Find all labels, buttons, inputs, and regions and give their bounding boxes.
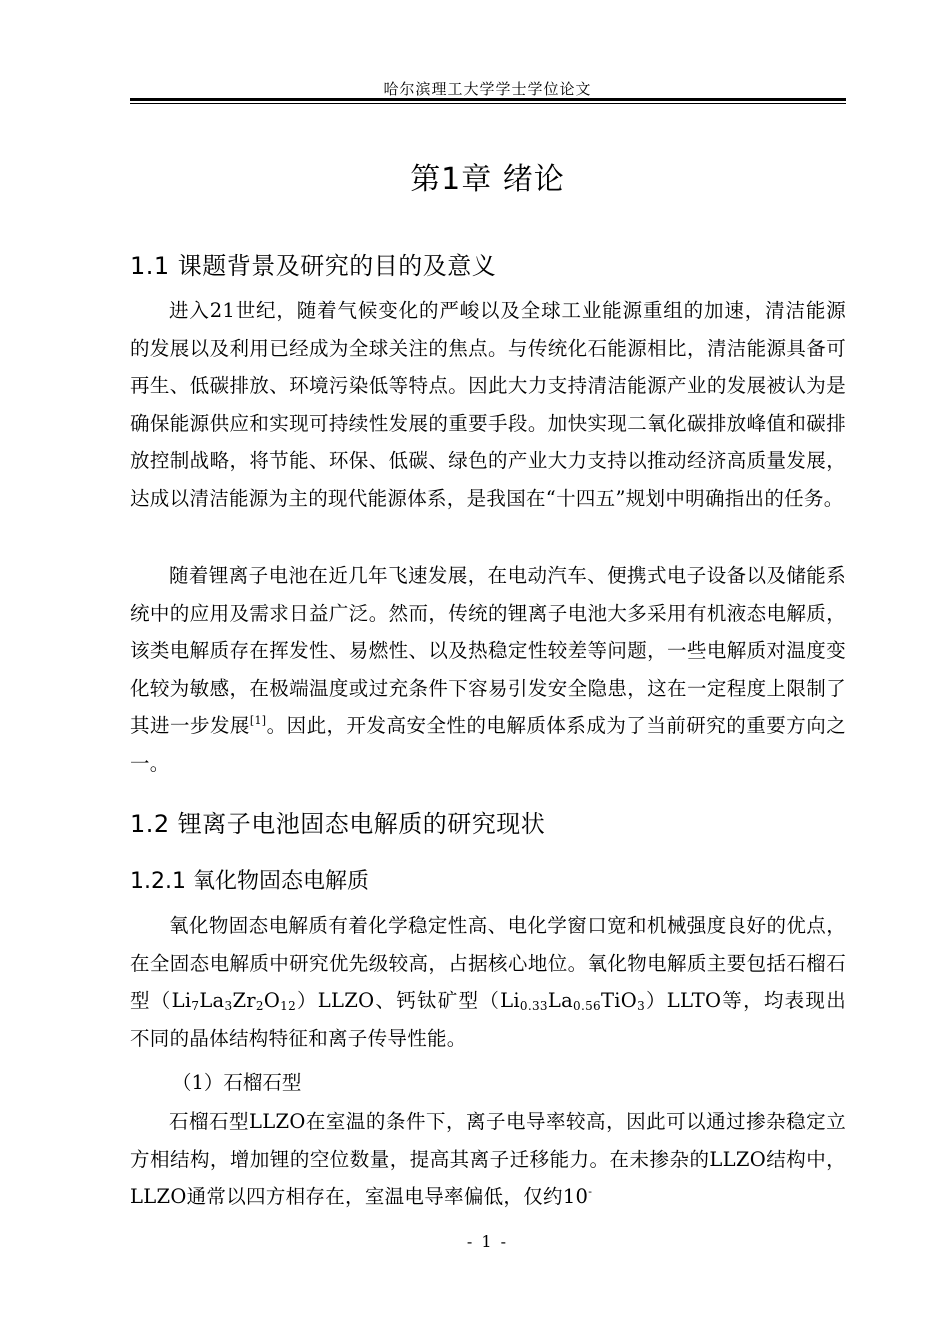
paragraph-lithium-battery xyxy=(130,557,846,782)
header-rule-thin xyxy=(130,103,846,104)
section-heading-1-1: 1.1 课题背景及研究的目的及意义 xyxy=(130,252,497,280)
paragraph-text: 随着锂离子电池在近几年飞速发展，在电动汽车、便携式电子设备以及储能系统中的应用及需求日益广泛。然而，传统的锂离子电池大多采用有机液态电解质，该类电解质存在挥发性、易燃性、以及热稳定性较差等问题，一些电解质对温度变化较为敏感，在极端温度或过充条件下容易引发安全隐患，这在一定程度上限制了其进一步发展 xyxy=(130,564,846,737)
paragraph-text: ）LLZO、钙钛矿型（ xyxy=(296,989,501,1012)
citation: [1] xyxy=(249,714,267,727)
paragraph-garnet xyxy=(130,1103,846,1216)
llzo-formula: $Li_7La_3Zr_2O_{12}$ xyxy=(171,989,297,1013)
paragraph-oxide-electrolyte xyxy=(130,907,846,1057)
paragraph-text: 石榴石型LLZO在室温的条件下，离子电导率较高，因此可以通过掺杂稳定立方相结构，增加锂的空位数量，提高其离子迁移能力。在未掺杂的LLZO结构中，LLZO通常以四方相存在，室温电导率偏低，仅约10 xyxy=(130,1110,846,1208)
section-heading-1-2: 1.2 锂离子电池固态电解质的研究现状 xyxy=(130,810,546,838)
superscript: - xyxy=(588,1185,593,1198)
chapter-title: 第1章 绪论 xyxy=(410,162,565,197)
paragraph-text: 氧化物固态电解质有着化学稳定性高、电化学窗口宽和机械强度良好的优点，在全固态电解质中研究优先级较高，占据核心地位。氧化物电解质主要包括石榴石型（ xyxy=(130,914,846,1012)
paragraph-background: 进入21世纪，随着气候变化的严峻以及全球工业能源重组的加速，清洁能源的发展以及利用已经成为全球关注的焦点。与传统化石能源相比，清洁能源具备可再生、低碳排放、环境污染低等特点。因此大力支持清洁能源产业的发展被认为是确保能源供应和实现可持续性发展的重要手段。加快实现二氧化碳排放峰值和碳排放控制战略，将节能、环保、低碳、绿色的产业大力支持以推动经济高质量发展，达成以清洁能源为主的现代能源体系，是我国在“十四五”规划中明确指出的任务。 xyxy=(130,299,846,510)
paragraph-text: ）LLTO等，均表现出不同的晶体结构特征和离子传导性能。 xyxy=(130,989,847,1050)
section-heading-1-2-1: 1.2.1 氧化物固态电解质 xyxy=(130,869,369,894)
paragraph-text: 。因此，开发高安全性的电解质体系成为了当前研究的重要方向之一。 xyxy=(130,714,846,775)
page-number: - 1 - xyxy=(466,1232,509,1251)
header-rule-thick xyxy=(130,98,846,101)
running-header: 哈尔滨理工大学学士学位论文 xyxy=(383,80,592,98)
list-item-garnet: （1）石榴石型 xyxy=(172,1071,302,1094)
llto-formula: $Li_{0.33}La_{0.56}TiO_3$ xyxy=(500,989,646,1013)
